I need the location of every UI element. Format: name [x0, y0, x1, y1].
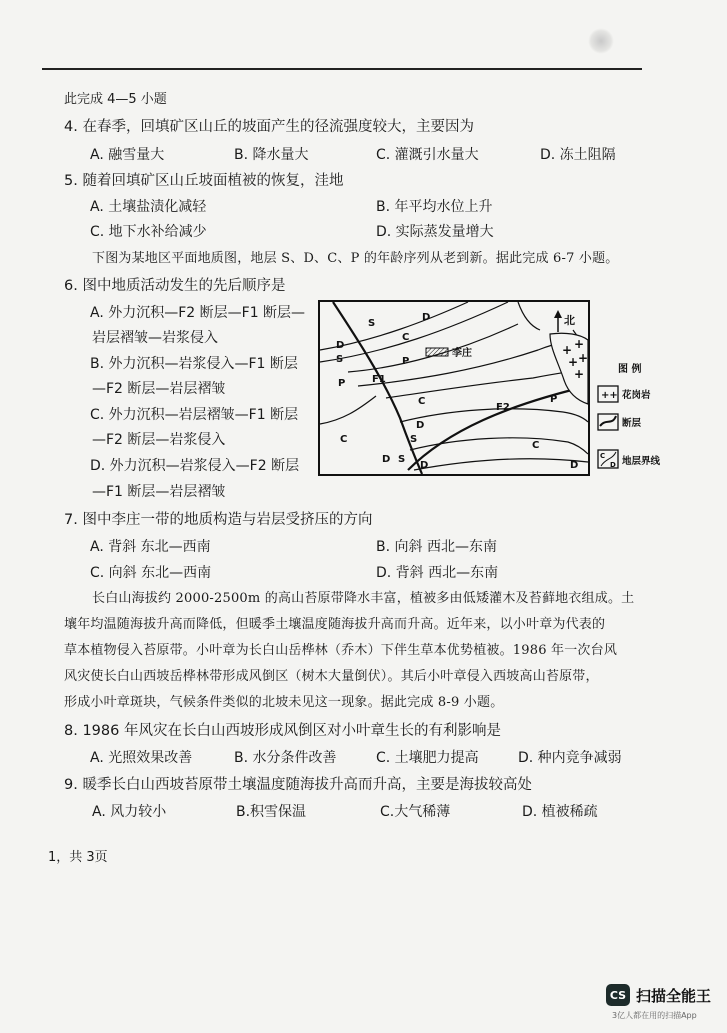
intro-6-7: 下图为某地区平面地质图，地层 S、D、C、P 的年龄序列从老到新。据此完成 6-7 小题。 — [92, 251, 619, 266]
question-7-option-a: A. 背斜 东北—西南 — [90, 539, 211, 555]
stratum-label: D — [416, 420, 425, 431]
question-6-option-b-line2: —F2 断层—岩层褶皱 — [92, 381, 226, 397]
question-5-option-b: B. 年平均水位上升 — [376, 199, 493, 215]
svg-text:+: + — [568, 355, 579, 369]
question-8-option-d: D. 种内竞争减弱 — [518, 750, 622, 766]
strata-boundaries — [320, 302, 588, 470]
cs-logo-icon: CS — [606, 984, 630, 1006]
question-9-stem: 9. 暖季长白山西坡苔原带土壤温度随海拔升高而升高，主要是海拔较高处 — [64, 777, 532, 793]
scan-smudge — [588, 28, 614, 54]
svg-text:+: + — [574, 367, 585, 381]
question-5-option-a: A. 土壤盐渍化减轻 — [90, 199, 207, 215]
question-7-option-b: B. 向斜 西北—东南 — [376, 539, 497, 555]
top-rule — [42, 68, 642, 70]
scanner-watermark — [606, 984, 711, 1006]
question-9-option-c: C.大气稀薄 — [380, 804, 451, 820]
fault-f1-line — [333, 302, 425, 474]
legend-fault-line — [600, 416, 616, 426]
stratum-label: D — [382, 454, 391, 465]
page-footer: 1，共 3页 — [48, 850, 108, 865]
question-6-option-c-line2: —F2 断层—岩浆侵入 — [92, 432, 226, 448]
stratum-label: P — [338, 378, 346, 389]
question-6-option-a-line1: A. 外力沉积—F2 断层—F1 断层— — [90, 305, 306, 321]
fault-f2-label: F2 — [496, 402, 510, 413]
legend-granite-crosses: ++ — [601, 390, 618, 401]
question-4-option-c: C. 灌溉引水量大 — [376, 147, 479, 163]
fault-f2-line — [408, 386, 588, 470]
stratum-label: C — [402, 332, 410, 343]
stratum-label: P — [550, 394, 558, 405]
village-label: 李庄 — [452, 348, 472, 359]
stratum-label: S — [398, 454, 406, 465]
stratum-label: D — [420, 460, 429, 471]
question-5-option-d: D. 实际蒸发量增大 — [376, 224, 494, 240]
question-6-option-a-line2: 岩层褶皱—岩浆侵入 — [92, 330, 218, 346]
passage-line-4: 风灾使长白山西坡岳桦林带形成风倒区（树木大量倒伏）。其后小叶章侵入西坡高山苔原带， — [64, 669, 599, 684]
stratum-label: S — [368, 318, 376, 329]
question-9-option-d: D. 植被稀疏 — [522, 804, 598, 820]
question-5-option-c: C. 地下水补给减少 — [90, 224, 207, 240]
north-label: 北 — [564, 314, 575, 327]
question-4-option-d: D. 冻土阻隔 — [540, 147, 616, 163]
stratum-label: S — [336, 354, 344, 365]
passage-line-5: 形成小叶章斑块，气候条件类似的北坡未见这一现象。据此完成 8-9 小题。 — [64, 695, 504, 710]
legend-fault-label: 断层 — [622, 418, 642, 429]
svg-text:+: + — [578, 351, 589, 365]
scanner-app-tagline: 3亿人都在用的扫描App — [612, 1011, 697, 1020]
legend-title: 图 例 — [618, 364, 642, 375]
stratum-label: D — [336, 340, 345, 351]
question-7-option-d: D. 背斜 西北—东南 — [376, 565, 499, 581]
question-7-option-c: C. 向斜 东北—西南 — [90, 565, 212, 581]
stratum-label: C — [340, 434, 348, 445]
question-8-option-a: A. 光照效果改善 — [90, 750, 193, 766]
passage-line-1: 长白山海拔约 2000-2500m 的高山苔原带降水丰富，植被多由低矮灌木及苔藓地衣组成。土 — [92, 591, 635, 606]
scanner-app-name: 扫描全能王 — [636, 986, 712, 1005]
question-6-option-b-line1: B. 外力沉积—岩浆侵入—F1 断层 — [90, 356, 298, 372]
question-6-stem: 6. 图中地质活动发生的先后顺序是 — [64, 278, 286, 294]
legend-boundary-label: 地层界线 — [622, 456, 661, 467]
svg-text:+: + — [562, 343, 573, 357]
question-5-stem: 5. 随着回填矿区山丘坡面植被的恢复，洼地 — [64, 173, 344, 189]
stratum-label: D — [570, 460, 579, 471]
legend-boundary-d: D — [610, 461, 616, 469]
question-6-option-c-line1: C. 外力沉积—岩层褶皱—F1 断层 — [90, 407, 299, 423]
fault-f1-label: F1 — [372, 374, 386, 385]
stratum-label: C — [532, 440, 540, 451]
question-8-option-b: B. 水分条件改善 — [234, 750, 337, 766]
legend-boundary-c: C — [600, 452, 606, 460]
passage-line-3: 草本植物侵入苔原带。小叶章为长白山岳桦林（乔木）下伴生草本优势植被。1986 年一次台风 — [64, 643, 618, 658]
geologic-map — [318, 300, 718, 480]
stratum-label: S — [410, 434, 418, 445]
question-4-option-b: B. 降水量大 — [234, 147, 309, 163]
svg-text:+: + — [574, 337, 585, 351]
question-7-stem: 7. 图中李庄一带的地质构造与岩层受挤压的方向 — [64, 512, 373, 528]
stratum-label: C — [418, 396, 426, 407]
question-4-stem: 4. 在春季，回填矿区山丘的坡面产生的径流强度较大，主要因为 — [64, 119, 474, 135]
legend-granite-label: 花岗岩 — [622, 390, 651, 401]
stratum-label: P — [402, 356, 410, 367]
passage-line-2: 壤年均温随海拔升高而降低，但暖季土壤温度随海拔升高而升高。近年来，以小叶章为代表的 — [64, 617, 606, 632]
stratum-label: D — [422, 312, 431, 323]
north-arrow-head-icon — [554, 310, 562, 318]
question-9-option-a: A. 风力较小 — [92, 804, 167, 820]
question-6-option-d-line1: D. 外力沉积—岩浆侵入—F2 断层 — [90, 458, 300, 474]
question-8-stem: 8. 1986 年风灾在长白山西坡形成风倒区对小叶章生长的有利影响是 — [64, 723, 501, 739]
question-6-option-d-line2: —F1 断层—岩层褶皱 — [92, 484, 226, 500]
question-8-option-c: C. 土壤肥力提高 — [376, 750, 479, 766]
question-4-option-a: A. 融雪量大 — [90, 147, 165, 163]
section-instruction: 此完成 4—5 小题 — [64, 92, 167, 107]
question-9-option-b: B.积雪保温 — [236, 804, 307, 820]
village-marker — [426, 348, 448, 356]
